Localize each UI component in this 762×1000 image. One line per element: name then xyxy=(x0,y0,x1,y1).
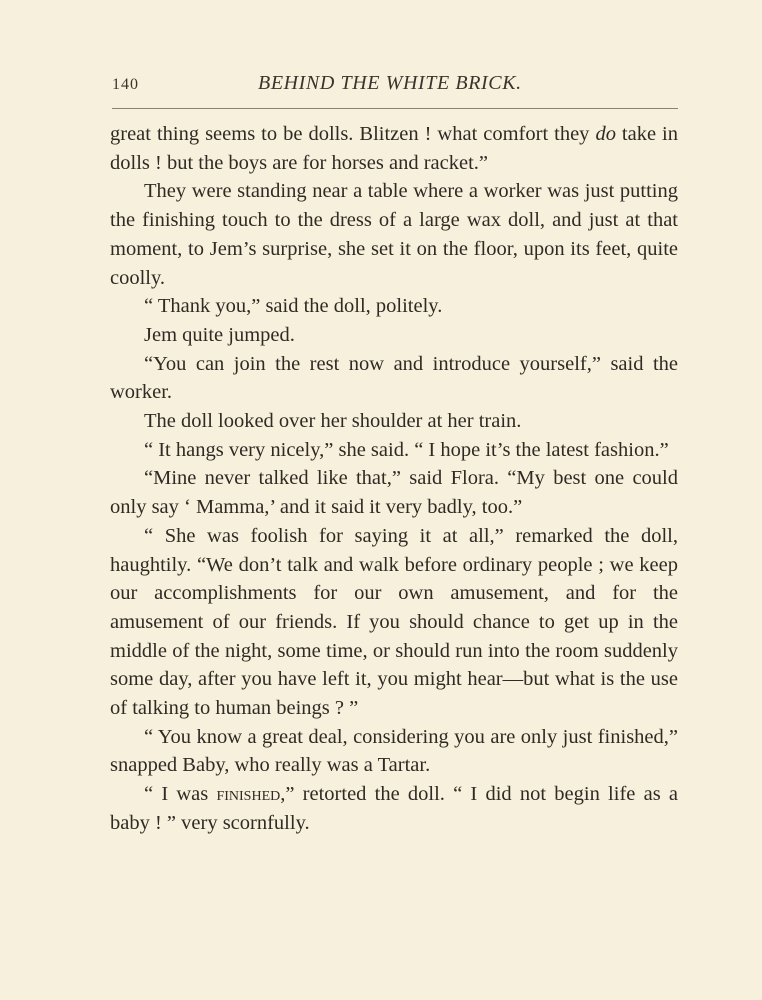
body-text xyxy=(110,120,678,838)
paragraph-11 xyxy=(110,780,678,837)
header-rule xyxy=(112,108,678,109)
paragraph-11-small-caps: finished xyxy=(216,783,281,806)
paragraph-11-text-a: “ I was xyxy=(144,783,217,806)
paragraph-5: “You can join the rest now and introduce yourself,” said the worker. xyxy=(110,352,678,404)
paragraph-11-text-b: ,” retorted the doll. “ I did not begin life as a baby ! ” very scornfully. xyxy=(110,783,678,834)
paragraph-1 xyxy=(110,120,678,177)
page-header xyxy=(0,70,762,100)
paragraph-7: “ It hangs very nicely,” she said. “ I hope it’s the latest fashion.” xyxy=(144,438,669,461)
paragraph-4: Jem quite jumped. xyxy=(144,323,295,346)
paragraph-1-text-b: take in dolls ! but the boys are for horses and racket.” xyxy=(110,123,679,174)
paragraph-8: “Mine never talked like that,” said Flora. “My best one could only say ‘ Mamma,’ and it said it very badly, too.” xyxy=(110,467,678,519)
page-number: 140 xyxy=(112,76,139,93)
paragraph-10: “ You know a great deal, considering you are only just finished,” snapped Baby, who really was a Tartar. xyxy=(110,725,678,777)
paragraph-2: They were standing near a table where a worker was just putting the finishing touch to the dress of a large wax doll, and just at that moment, to Jem’s surprise, she set it on the floor, upon its feet, quite coolly. xyxy=(110,180,678,289)
paragraph-6: The doll looked over her shoulder at her train. xyxy=(144,410,522,433)
paragraph-3: “ Thank you,” said the doll, politely. xyxy=(144,295,443,318)
paragraph-9: “ She was foolish for saying it at all,” remarked the doll, haughtily. “We don’t talk and walk before ordinary people ; we keep our accomplishments for our own amusement, and for the amusement of our friends. If you should chance to get up in the middle of the night, some time, or should run into the room suddenly some day, after you have left it, you might hear—but what is the use of talking to human beings ? ” xyxy=(110,524,678,720)
running-title: BEHIND THE WHITE BRICK. xyxy=(258,72,522,94)
paragraph-1-text-a: great thing seems to be dolls. Blitzen ! what comfort they xyxy=(110,123,596,145)
paragraph-1-emphasis: do xyxy=(595,123,616,145)
